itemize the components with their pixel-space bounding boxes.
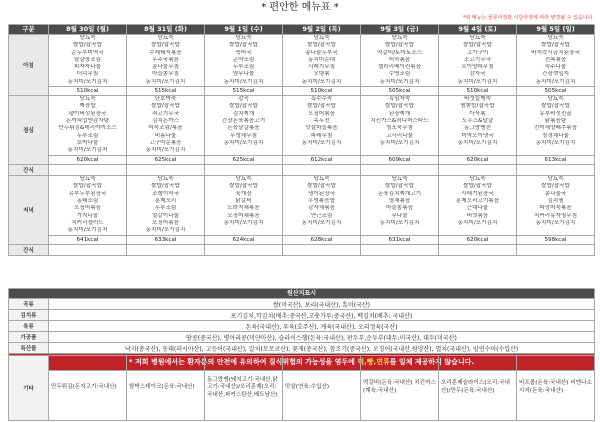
breakfast-menu-cell xyxy=(517,35,595,87)
menu-item: 당뇨죽 xyxy=(391,176,408,183)
extra-cell: 동그랑땡(돼지고기:국내산,닭고기:국내산)/오리훈제(오리:국내산,파키스탄산,베트남산) xyxy=(205,356,283,421)
menu-item: 만두튀김&데리야끼소스 xyxy=(58,125,117,132)
menu-item: 당뇨죽 xyxy=(79,96,96,103)
breakfast-kcal: 510kcal xyxy=(49,87,127,96)
menu-item: 더덕무침 xyxy=(76,71,99,78)
menu-item: 쌀밥/잡곡밥 xyxy=(463,183,492,190)
menu-item: 쌀밥/잡곡밥 xyxy=(541,42,570,49)
menu-item: 시레기무침 xyxy=(307,64,336,71)
menu-item: 맛살마늘볶음 xyxy=(305,125,338,132)
header-row xyxy=(9,25,595,35)
menu-item: 당뇨죽 xyxy=(79,35,96,41)
snack-label: 간식 xyxy=(9,245,49,256)
extra-row xyxy=(9,356,595,421)
breakfast-kcal: 515kcal xyxy=(205,87,283,96)
menu-item: 얼갈이나물 xyxy=(151,212,180,219)
origin-row xyxy=(9,332,595,343)
menu-item: 쌀밥/잡곡밥 xyxy=(385,103,414,110)
header-label: 구분 xyxy=(9,25,49,35)
origin-label: 가공품 xyxy=(9,332,49,343)
dinner-menu-cell xyxy=(361,176,439,236)
breakfast-kcal: 510kcal xyxy=(439,87,517,96)
menu-item: 당뇨죽 xyxy=(79,176,96,183)
menu-table xyxy=(8,24,595,256)
breakfast-menu-cell xyxy=(439,35,517,87)
origin-label: 곡류 xyxy=(9,299,49,310)
snack-label: 간식 xyxy=(9,165,49,176)
menu-item: 감자채볶음 xyxy=(307,205,336,212)
menu-item: 동치미/포기김치 xyxy=(535,219,576,226)
lunch-kcal: 625kcal xyxy=(205,156,283,165)
menu-item: 쌀밥/잡곡밥 xyxy=(385,183,414,190)
menu-item: 고구마순볶음 xyxy=(149,139,182,146)
menu-item: 당뇨죽 xyxy=(547,176,564,183)
menu-item: 당뇨죽 xyxy=(157,176,174,183)
menu-item: 당뇨죽 xyxy=(313,35,330,41)
menu-item: 고기구이 xyxy=(466,49,489,56)
menu-item: 진미채양배추볶음 xyxy=(533,125,578,132)
menu-item: 전복볶음 xyxy=(544,56,567,63)
menu-item: 짜장밥 xyxy=(79,103,96,110)
menu-item: 동치미/포기김치 xyxy=(301,78,342,85)
menu-item: 동치미/포기김치 xyxy=(145,78,186,85)
menu-item: 동치미/포기김치 xyxy=(379,219,420,226)
menu-item: 어묵조림/볶음 xyxy=(148,125,183,132)
dinner-row xyxy=(9,176,595,236)
breakfast-menu-cell xyxy=(127,35,205,87)
breakfast-kcal: 515kcal xyxy=(127,87,205,96)
lunch-menu-cell xyxy=(205,96,283,156)
page-title: * 편안한 메뉴표 * xyxy=(261,2,339,13)
lunch-menu-cell xyxy=(361,96,439,156)
menu-item: 짬뽕밥/잡곡밥 xyxy=(460,103,495,110)
menu-item: 당뇨죽 xyxy=(469,176,486,183)
menu-item: 흑임자죽 xyxy=(388,96,411,103)
menu-item: 달걀장조림 xyxy=(73,56,102,63)
menu-item: 근대나물 xyxy=(466,205,489,212)
menu-item: 단호박죽 xyxy=(154,96,177,103)
origin-row xyxy=(9,343,595,354)
lunch-menu-cell xyxy=(49,96,127,156)
menu-item: 당뇨죽 xyxy=(391,35,408,41)
origin-row xyxy=(9,310,595,321)
dinner-kcal: 624kcal xyxy=(205,236,283,245)
warning-highlight: 떡,빵,면류 xyxy=(357,358,390,366)
lunch-kcal-row xyxy=(9,156,595,165)
origin-value: 쌀(미국산), 보리(국내산), 흑미(국산) xyxy=(49,299,595,310)
menu-item: 당뇨죽 xyxy=(547,96,564,103)
breakfast-menu-cell xyxy=(361,35,439,87)
meal-label-lunch: 점심 xyxy=(9,96,49,165)
menu-item: 청경채나물 xyxy=(541,132,570,139)
menu-item: 쌀밥/잡곡밥 xyxy=(73,183,102,190)
snack-cell xyxy=(283,245,361,256)
lunch-menu-cell xyxy=(439,96,517,156)
menu-item: 콩나물무침 xyxy=(151,64,180,71)
extra-cell: 떡갈비(돈육:국내산) 치킨까스(계육:국내산) xyxy=(361,356,439,421)
day-header: 9월 2일 (목) xyxy=(283,25,361,35)
menu-item: 비름나물 xyxy=(154,132,177,139)
menu-item: 쌀밥/잡곡밥 xyxy=(151,42,180,49)
menu-item: 마늘쫑무침 xyxy=(151,71,180,78)
lunch-kcal: 620kcal xyxy=(439,156,517,165)
menu-item: 오징어채볶음 xyxy=(227,212,260,219)
menu-item: 유부두부된장국 xyxy=(68,190,107,197)
menu-item: 유부비섯전골 xyxy=(539,110,572,117)
menu-item: 무나물 xyxy=(391,212,408,219)
day-header: 8월 30일 (월) xyxy=(49,25,127,35)
dinner-kcal: 633kcal xyxy=(127,236,205,245)
menu-item: 청포묵무침 xyxy=(385,125,414,132)
snack-cell xyxy=(283,165,361,176)
menu-item: 미역오이냉국 xyxy=(461,132,494,139)
warning-prefix: * 저희 병원에서는 환자분의 안전에 유의하여 질식위험의 가능성을 염두에 xyxy=(128,358,358,366)
menu-item: 동치미/포기김치 xyxy=(145,147,186,154)
breakfast-menu-cell xyxy=(205,35,283,87)
menu-item: 오징어볶음 xyxy=(73,205,102,212)
menu-item: 동치미순대 xyxy=(307,56,336,63)
menu-item: 된장찌개 xyxy=(388,110,411,117)
menu-item: 잡곡 xyxy=(238,96,249,103)
extra-cell: 비프볼(돈육:국내산) 비엔나소시지(돈육:국내산) xyxy=(517,356,595,421)
lunch-kcal: 609kcal xyxy=(361,156,439,165)
menu-item: 우주국볶음 xyxy=(151,56,180,63)
menu-item: 훈제오리 xyxy=(154,197,177,204)
menu-item: 염무나물 xyxy=(232,71,255,78)
menu-item: 조랭이떡국 xyxy=(151,190,180,197)
dinner-menu-cell xyxy=(517,176,595,236)
menu-item: 동치미/포기김치 xyxy=(457,219,498,226)
snack-cell xyxy=(439,165,517,176)
dinner-kcal-row xyxy=(9,236,595,245)
menu-item: 간장깻잎지 xyxy=(541,71,570,78)
menu-item: 마늘쫑볶음 xyxy=(385,205,414,212)
menu-item: 피자자나물 xyxy=(73,64,102,71)
snack-cell xyxy=(517,165,595,176)
breakfast-menu-cell xyxy=(283,35,361,87)
menu-item: 두부조림 xyxy=(76,132,99,139)
lunch-kcal: 612kcal xyxy=(283,156,361,165)
menu-item: 피망어묵볶음 xyxy=(539,205,572,212)
menu-item: 당뇨죽 xyxy=(235,35,252,41)
menu-item: 오징어볶음 xyxy=(151,219,180,226)
menu-item: 쌀밥/잡곡밥 xyxy=(229,183,258,190)
breakfast-kcal: 505kcal xyxy=(517,87,595,96)
menu-item: 동치미/포기김치 xyxy=(457,78,498,85)
menu-item: 간장돈육볶음고기 xyxy=(221,117,266,124)
menu-item: 당뇨죽 xyxy=(313,176,330,183)
menu-item: 훈제오리고기볶음 xyxy=(455,197,500,204)
origin-title: 원산지표시 xyxy=(9,289,595,299)
origin-label: 김치류 xyxy=(9,310,49,321)
menu-item: 아삭볶 xyxy=(469,110,486,117)
menu-item: 김치찜 xyxy=(547,197,564,204)
menu-item: 돈육달걀볶음 xyxy=(227,125,260,132)
lunch-menu-cell xyxy=(283,96,361,156)
extra-cell: 만두튀김(돈지고기:국내산) xyxy=(49,356,127,421)
menu-item: 육개장 xyxy=(235,190,252,197)
menu-item: 버섯볶음 xyxy=(466,212,489,219)
menu-item: 쌀밥/잡곡밥 xyxy=(307,42,336,49)
menu-item: 호박나물 xyxy=(76,139,99,146)
menu-item: 팽이버섯된장국 xyxy=(68,110,107,117)
menu-item: 돈까쳐업엔감자탕 xyxy=(65,117,110,124)
snack-cell xyxy=(205,245,283,256)
menu-item: 감자국 xyxy=(469,71,486,78)
menu-item: 동치미/포기김치 xyxy=(457,139,498,146)
menu-item: 쌀밥/잡곡밥 xyxy=(307,183,336,190)
day-header: 9월 3일 (금) xyxy=(361,25,439,35)
menu-item: 동치미/포기김치 xyxy=(535,139,576,146)
breakfast-row xyxy=(9,35,595,87)
menu-item: 쌀밥/잡곡밥 xyxy=(151,103,180,110)
extra-cell: 함박스테이크(돈육:국내산) xyxy=(127,356,205,421)
menu-item: 콩나물두부국 xyxy=(305,49,338,56)
dinner-menu-cell xyxy=(205,176,283,236)
meal-label-dinner: 저녁 xyxy=(9,176,49,245)
menu-item: 당뇨죽 xyxy=(157,35,174,41)
snack2-row xyxy=(9,245,595,256)
dinner-kcal: 598kcal xyxy=(517,236,595,245)
menu-item: 녹두전 xyxy=(313,117,330,124)
notice-text: *위 메뉴는 물류사정과 식당사정에 따라 변경될 수 있습니다. xyxy=(462,15,594,21)
lunch-kcal: 613kcal xyxy=(517,156,595,165)
menu-item: 동치미/포기김치 xyxy=(67,227,108,234)
menu-item: 쌀밥/잡곡밥 xyxy=(385,42,414,49)
menu-item: 동그랑땡전 xyxy=(463,125,492,132)
menu-item: 흑수수죽 xyxy=(310,96,333,103)
menu-item: 쌀밥/잡곡밥 xyxy=(307,103,336,110)
menu-item: 동치미/포기김치 xyxy=(223,219,264,226)
menu-item: 쌀밥/잡곡밥 xyxy=(73,42,102,49)
dinner-kcal: 631kcal xyxy=(361,236,439,245)
menu-item: 동치미/포기김치 xyxy=(223,139,264,146)
origin-value: 포기김치,깍김치(배추:중국산,고춧가루:중국산), 백김치(배추: 국내산) xyxy=(49,310,595,321)
menu-item: 쌀밥/잡곡밥 xyxy=(229,103,258,110)
dinner-kcal: 620kcal xyxy=(439,236,517,245)
dinner-menu-cell xyxy=(49,176,127,236)
origin-value: 돈육(국내산), 우육(호주산), 계육(국내산), 오리정육(국산) xyxy=(49,321,595,332)
snack-cell xyxy=(361,245,439,256)
menu-item: 동치미/포기김치 xyxy=(67,147,108,154)
menu-item: 쌀밥/잡곡밥 xyxy=(541,183,570,190)
snack-cell xyxy=(127,245,205,256)
extra-cell: 맛살(연육:수입산) xyxy=(283,356,361,421)
menu-item: 우엉볶음밥 xyxy=(307,197,336,204)
menu-item: 닭볶음탕 xyxy=(544,117,567,124)
dinner-menu-cell xyxy=(283,176,361,236)
menu-item: 오징어볶음 xyxy=(307,110,336,117)
breakfast-menu-cell xyxy=(49,35,127,87)
dinner-kcal: 641kcal xyxy=(49,236,127,245)
menu-item: 동치미/포기김치 xyxy=(301,219,342,226)
menu-item: 동치미/포기김치 xyxy=(145,227,186,234)
menu-item: 당뇨죽 xyxy=(547,35,564,41)
menu-item: 수영조림 xyxy=(388,71,411,78)
dinner-menu-cell xyxy=(127,176,205,236)
menu-item: 두부조림 xyxy=(232,64,255,71)
origin-value: 낙지(중국산), 동태(러시아산), 고등어(국내산), 갈치(모로코산), 꽃게(중국산), 참조기(중국산), 오징어(국내산,원양산), 멸치(국내산), 임연수어(수입산) xyxy=(49,343,595,354)
breakfast-kcal: 510kcal xyxy=(283,87,361,96)
meal-label-breakfast: 아침 xyxy=(9,35,49,96)
warning-suffix: 를 일체 제공하지 않습니다. xyxy=(389,358,475,366)
menu-item: 도우스&달걀 xyxy=(461,117,494,124)
menu-item: 오이양파무침 xyxy=(461,64,494,71)
menu-item: 셀러리베이컨볶음 xyxy=(377,64,422,71)
menu-item: 고사리나물 xyxy=(385,132,414,139)
menu-item: 동치미/포기김치 xyxy=(379,139,420,146)
lunch-kcal: 620kcal xyxy=(49,156,127,165)
day-header: 9월 4일 (토) xyxy=(439,25,517,35)
menu-item: 동치미/포기김치 xyxy=(223,78,264,85)
menu-item: 어묵볶음 xyxy=(388,56,411,63)
menu-item: 당뇨죽 xyxy=(469,35,486,41)
menu-item: 닭갈비 xyxy=(235,197,252,204)
menu-item: 순두부미역국 xyxy=(71,49,104,56)
menu-item: 동태조림 xyxy=(76,197,99,204)
day-header: 8월 31일 (화) xyxy=(127,25,205,35)
menu-item: 북어국 xyxy=(235,49,252,56)
menu-item: 소고기무국 xyxy=(463,56,492,63)
extra-table xyxy=(8,355,595,421)
snack-cell xyxy=(517,245,595,256)
menu-item: 콩나물국 xyxy=(544,190,567,197)
menu-item: 동치미/포기김치 xyxy=(67,78,108,85)
menu-item: 숙주나물 xyxy=(544,64,567,71)
menu-item: 당뇨죽 xyxy=(235,176,252,183)
breakfast-kcal: 505kcal xyxy=(361,87,439,96)
dinner-kcal: 628kcal xyxy=(283,236,361,245)
menu-item: 치커리샐러드 xyxy=(71,219,104,226)
snack-cell xyxy=(439,245,517,256)
menu-item: 돈육김치찌개고기 xyxy=(377,190,422,197)
snack-row xyxy=(9,165,595,176)
menu-item: 도라지채볶음 xyxy=(227,205,260,212)
origin-row xyxy=(9,299,595,310)
lunch-kcal: 625kcal xyxy=(127,156,205,165)
extra-cell: 오리훈제슬라이스(오리:국내산)/만두(돈육:국내산) xyxy=(439,356,517,421)
menu-item: 파래무침 xyxy=(310,132,333,139)
menu-item: 버섯들깨죽 xyxy=(463,96,492,103)
menu-item: 연근조림 xyxy=(310,212,333,219)
menu-item: 동치미/포기김치 xyxy=(379,78,420,85)
menu-item: 곤약조림 xyxy=(232,56,255,63)
extra-label: 기타 xyxy=(9,356,49,421)
snack-cell xyxy=(49,245,127,256)
menu-item: 김치찌개 xyxy=(232,110,255,117)
origin-row xyxy=(9,321,595,332)
day-header: 9월 1일 (수) xyxy=(205,25,283,35)
dinner-menu-cell xyxy=(439,176,517,236)
menu-item: 동치미/포기김치 xyxy=(301,139,342,146)
menu-item: 수제돼지볶음 xyxy=(149,49,182,56)
snack-cell xyxy=(361,165,439,176)
snack-cell xyxy=(49,165,127,176)
menu-item: 오뎅볶 xyxy=(313,71,330,78)
menu-item: 무생채무침 xyxy=(229,132,258,139)
origin-value: 땅콩(중국산), 병아리콩(미얀마산), 슬라이스햄(돈육:국내산), 판두부,순두부(대두:미국산), 대두(미국산) xyxy=(49,332,595,343)
menu-item: 쌀밥/잡곡밥 xyxy=(541,103,570,110)
menu-item: 바지락시금치된장국 xyxy=(531,49,580,56)
menu-item: 떡갈비/토마토소스 xyxy=(376,49,423,56)
lunch-menu-cell xyxy=(127,96,205,156)
lunch-row xyxy=(9,96,595,156)
day-header: 9월 5일 (일) xyxy=(517,25,595,35)
origin-label: 특산물 xyxy=(9,343,49,354)
snack-cell xyxy=(127,165,205,176)
menu-item: 시래기된장국 xyxy=(461,190,494,197)
menu-item: 냉이된장국 xyxy=(307,190,336,197)
lunch-menu-cell xyxy=(517,96,595,156)
menu-item: 쌀밥/잡곡밥 xyxy=(463,42,492,49)
menu-item: 김치돈까스 xyxy=(151,117,180,124)
menu-item: 가지나물 xyxy=(76,212,99,219)
menu-item: 치커리유자청무침 xyxy=(533,212,578,219)
menu-item: 쌀밥/잡곡밥 xyxy=(229,42,258,49)
breakfast-kcal-row xyxy=(9,87,595,96)
menu-item: 쌀밥/잡곡밥 xyxy=(151,183,180,190)
menu-item: 동치미/포기김치 xyxy=(535,78,576,85)
menu-item: 치킨가스&허니머스타드 xyxy=(370,117,429,124)
menu-item: 두부조림 xyxy=(154,205,177,212)
snack-cell xyxy=(205,165,283,176)
menu-item: 열채볶음 xyxy=(388,197,411,204)
origin-label: 육류 xyxy=(9,321,49,332)
menu-item: 쇠고기무국 xyxy=(151,110,180,117)
